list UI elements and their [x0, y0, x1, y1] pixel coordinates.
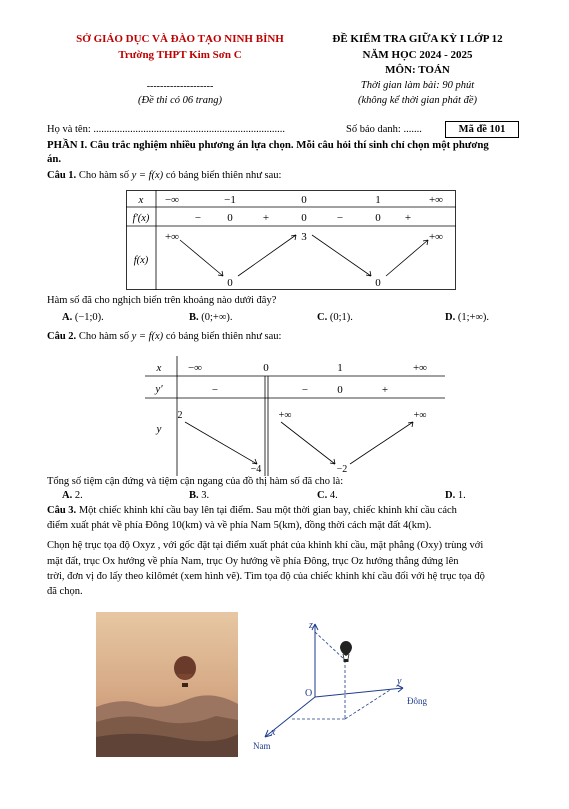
origin-label: O: [305, 688, 313, 699]
q3-line2: điểm xuất phát về phía Đông 10(km) và về phía Nam 5(km), đồng thời cách mặt đất 4(km).: [47, 520, 432, 531]
q2-row-yprime: y′: [155, 383, 163, 395]
q1-stem: [47, 170, 281, 181]
q1-fp-sign: +: [262, 212, 270, 224]
exam-code-box: Mã đề 101: [445, 121, 519, 138]
q2-stem: [47, 331, 281, 342]
x-label: x: [271, 727, 276, 738]
balloon-icon: [340, 641, 352, 662]
q2-x-val: 1: [337, 362, 343, 374]
q3-line6: đã chọn.: [47, 586, 83, 597]
q2-yp-sign: +: [381, 384, 389, 396]
q1-option-d[interactable]: [445, 312, 489, 323]
exam-time-note: (không kể thời gian phát đề): [357, 95, 478, 106]
q2-x-val: −∞: [187, 362, 203, 374]
q1-option-a[interactable]: [62, 312, 104, 323]
q1-option-text: (1;+∞).: [457, 312, 490, 323]
balloon-photo: [96, 612, 238, 757]
q2-question: Tổng số tiệm cận đứng và tiệm cận ngang của đồ thị hàm số đã cho là:: [47, 476, 344, 487]
q3-line1-text: Một chiếc khinh khí cầu bay lên tại điểm. Sau một thời gian bay, chiếc khinh khí cầu cách: [78, 505, 457, 516]
q1-x-val: −1: [224, 194, 236, 206]
q1-option-letter: D.: [445, 312, 456, 323]
q2-option-letter: D.: [445, 490, 456, 501]
q1-option-c[interactable]: [317, 312, 353, 323]
q2-option-b[interactable]: [189, 490, 209, 501]
q2-option-a[interactable]: [62, 490, 83, 501]
q1-x-val: −∞: [164, 194, 180, 206]
q2-row-x: x: [156, 362, 162, 374]
q3-label: Câu 3.: [47, 505, 77, 516]
q2-yp-sign: −: [211, 384, 219, 396]
subject: MÔN: TOÁN: [385, 64, 450, 76]
south-label: Nam: [253, 741, 271, 751]
q2-option-text: 1.: [457, 490, 466, 501]
q1-fp-sign: 0: [301, 212, 307, 224]
q2-stem-end: có bảng biến thiên như sau:: [165, 331, 282, 342]
q3-line5: trời, đơn vị đo lấy theo kilômét (xem hình vẽ). Tìm tọa độ của chiếc khinh khí cầu đối với hệ trục tọa độ: [47, 571, 485, 582]
q1-option-b[interactable]: [189, 312, 232, 323]
q2-y-val: −2: [336, 464, 348, 475]
student-name-line: Họ và tên: .........................................................................: [47, 124, 285, 135]
q1-f-val: +∞: [428, 231, 444, 243]
y-label: y: [397, 676, 402, 687]
q1-option-text: (−1;0).: [74, 312, 104, 323]
student-id-line: Số báo danh: .......: [346, 124, 422, 135]
q1-fp-sign: 0: [227, 212, 233, 224]
q2-option-letter: B.: [189, 490, 199, 501]
q2-y-val: +∞: [278, 410, 292, 421]
q1-option-letter: A.: [62, 312, 73, 323]
q2-option-letter: A.: [62, 490, 73, 501]
q3-line1: [47, 505, 457, 516]
q2-y-val: +∞: [413, 410, 427, 421]
q1-row-f: f(x): [133, 255, 149, 266]
pages-note: (Đề thi có 06 trang): [138, 95, 222, 106]
q1-x-val: 1: [375, 194, 381, 206]
part1-title: PHẦN I. Câu trắc nghiệm nhiều phương án lựa chọn. Mỗi câu hỏi thí sinh chỉ chọn một phương: [47, 139, 489, 151]
east-label: Đông: [407, 696, 427, 706]
q1-fp-sign: 0: [375, 212, 381, 224]
q1-stem-text: Cho hàm số: [78, 170, 129, 181]
q2-function: y = f(x): [131, 331, 164, 342]
q2-x-val: +∞: [412, 362, 428, 374]
school-name: Trường THPT Kim Sơn C: [118, 49, 242, 61]
q3-line4: mặt đất, trục Ox hướng về phía Nam, trục Oy hướng về phía Đông, trục Oz hướng thẳng đứng lên: [47, 556, 459, 567]
part1-title-cont: án.: [47, 153, 62, 165]
q2-stem-text: Cho hàm số: [78, 331, 129, 342]
q2-option-letter: C.: [317, 490, 328, 501]
q1-label: Câu 1.: [47, 170, 77, 181]
q1-fp-sign: −: [336, 212, 344, 224]
q1-variation-table: [126, 190, 456, 290]
q1-option-text: (0;1).: [329, 312, 353, 323]
q1-f-val: +∞: [164, 231, 180, 243]
projection-lines: [290, 632, 390, 719]
q2-label: Câu 2.: [47, 331, 77, 342]
q1-f-val: 0: [227, 277, 233, 289]
q1-fp-sign: +: [404, 212, 412, 224]
header-dashes: --------------------: [146, 81, 214, 92]
q2-option-d[interactable]: [445, 490, 466, 501]
q1-x-val: 0: [301, 194, 307, 206]
q2-x-val: 0: [263, 362, 269, 374]
q2-y-val: 2: [177, 410, 183, 421]
q1-stem-end: có bảng biến thiên như sau:: [165, 170, 282, 181]
q2-option-text: 3.: [201, 490, 210, 501]
coordinate-figure: [245, 612, 435, 757]
q2-y-val: −4: [250, 464, 262, 475]
exam-time: Thời gian làm bài: 90 phút: [360, 80, 475, 91]
q1-option-text: (0;+∞).: [201, 312, 233, 323]
q2-option-c[interactable]: [317, 490, 338, 501]
q1-option-letter: C.: [317, 312, 328, 323]
q2-yp-sign: 0: [337, 384, 343, 396]
q2-arrows: [185, 422, 413, 464]
q2-option-text: 2.: [74, 490, 83, 501]
q1-option-letter: B.: [189, 312, 199, 323]
school-year: NĂM HỌC 2024 - 2025: [362, 49, 473, 61]
exam-title: ĐỀ KIỂM TRA GIỮA KỲ I LỚP 12: [332, 33, 503, 45]
q2-option-text: 4.: [329, 490, 338, 501]
q1-row-x: x: [138, 194, 144, 206]
q1-f-val: 3: [301, 231, 307, 243]
z-label: z: [309, 620, 313, 631]
q3-line3: Chọn hệ trục tọa độ Oxyz , với gốc đặt tại điểm xuất phát của khinh khí cầu, mặt phẳng (Oxy) trùng với: [47, 540, 484, 551]
q2-variation-table: [145, 356, 445, 476]
q2-yp-sign: −: [301, 384, 309, 396]
q1-question: Hàm số đã cho nghịch biến trên khoảng nào dưới đây?: [47, 295, 277, 306]
q2-row-y: y: [156, 423, 162, 435]
y-axis: [315, 688, 403, 697]
department-name: SỞ GIÁO DỤC VÀ ĐÀO TẠO NINH BÌNH: [76, 33, 284, 45]
q1-function: y = f(x): [131, 170, 164, 181]
q1-fp-sign: −: [194, 212, 202, 224]
q1-x-val: +∞: [428, 194, 444, 206]
q1-row-fprime: f′(x): [132, 213, 150, 224]
q1-f-val: 0: [375, 277, 381, 289]
